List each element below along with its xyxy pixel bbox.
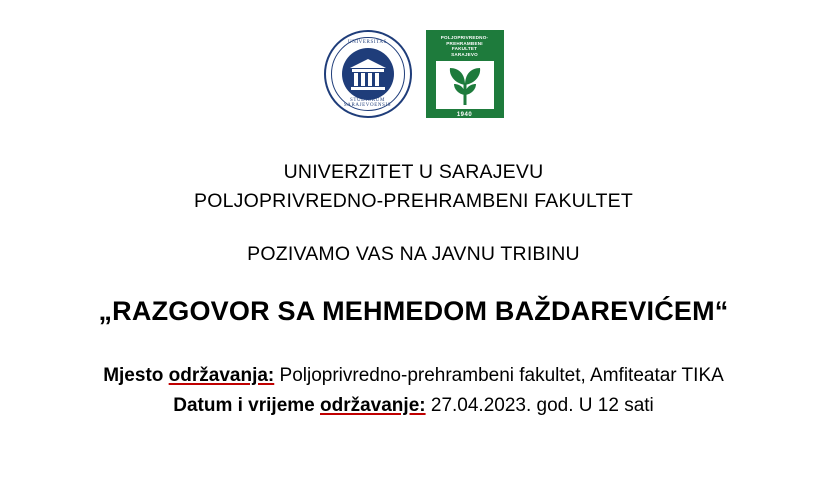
detail-location: [0, 361, 827, 391]
seal-building-icon: [342, 48, 394, 100]
ppf-logo-title-line-1: POLJOPRIVREDNO-: [440, 35, 489, 40]
detail-location-value: Poljoprivredno-prehrambeni fakultet, Amfiteatar TIKA: [279, 364, 724, 386]
ppf-logo-title-line-2: PREHRAMBENI: [446, 40, 483, 46]
seal-ring-bottom-text: STUDIORUM SARAJEVOENSIS: [343, 98, 392, 108]
institution-line-2: POLJOPRIVREDNO-PREHRAMBENI FAKULTET: [194, 190, 633, 213]
detail-location-label-underlined: održavanja:: [168, 364, 275, 386]
detail-datetime: [0, 391, 827, 421]
detail-datetime-value: 27.04.2023. god. U 12 sati: [430, 394, 654, 416]
detail-datetime-label-plain: Datum i vrijeme: [173, 394, 320, 416]
logo-row: [324, 28, 504, 120]
ppf-logo: [426, 30, 504, 118]
ppf-logo-title-line-4: SARAJEVO: [451, 52, 478, 58]
event-details: [0, 361, 827, 422]
seal-ring-top-text: UNIVERSITAS: [348, 40, 387, 45]
detail-location-label-plain: Mjesto: [103, 364, 169, 386]
invitation-text: POZIVAMO VAS NA JAVNU TRIBINU: [247, 242, 580, 265]
event-headline: „RAZGOVOR SA MEHMEDOM BAŽDAREVIĆEM“: [98, 295, 729, 326]
institution-line-1: UNIVERZITET U SARAJEVU: [283, 161, 544, 183]
institution-heading: [0, 158, 827, 217]
ppf-logo-title-line-3: FAKULTET: [451, 46, 478, 52]
ppf-logo-year: 1940: [456, 112, 473, 118]
detail-datetime-label-underlined: održavanje:: [320, 394, 426, 416]
ppf-plant-icon: [436, 61, 494, 109]
unsa-seal-logo: [324, 30, 412, 118]
